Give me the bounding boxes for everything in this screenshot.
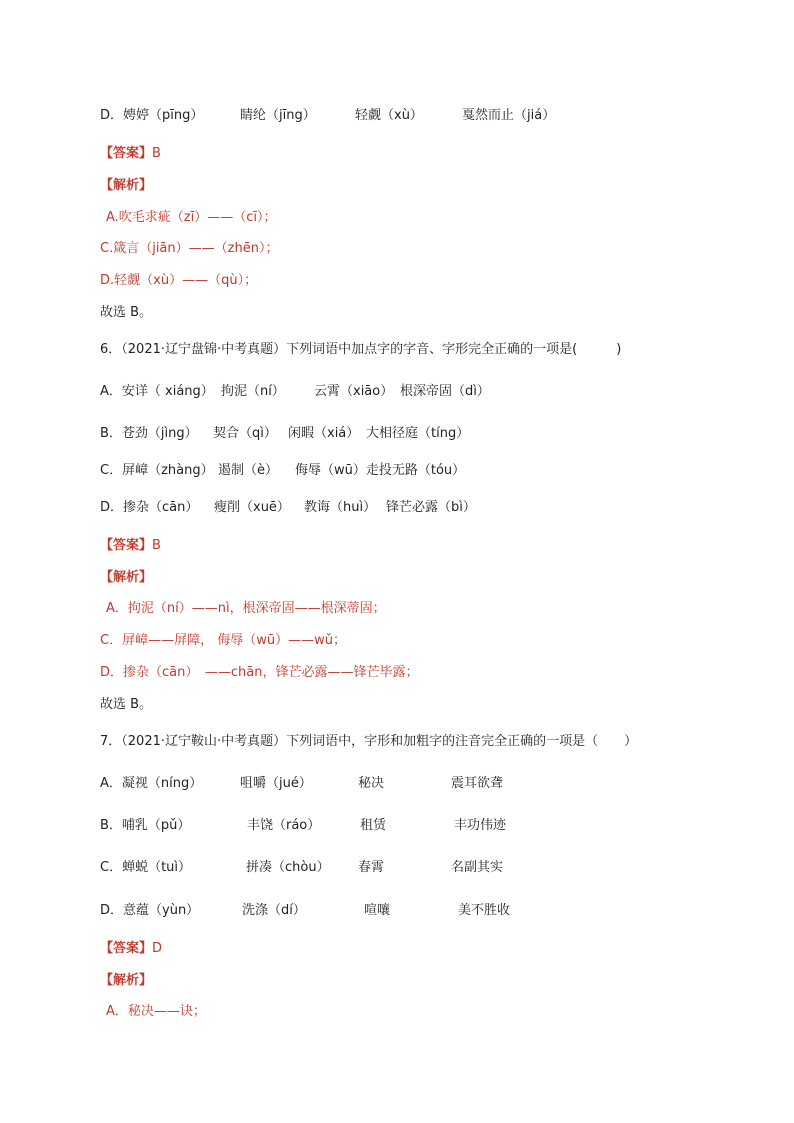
q6-stem: 6．（2021·辽宁盘锦·中考真题）下列词语中加点字的字音、字形完全正确的一项是( )	[100, 342, 622, 357]
q5-option-d-item-2: 睛纶（jīng）	[240, 108, 316, 123]
q7-option-c-item-2: 拼凑（chòu）	[246, 860, 330, 875]
q6-option-c-item-2: 遏制（è）	[218, 463, 278, 478]
q7-option-a-item-2: 咀嚼（jué）	[240, 776, 312, 791]
q7-option-d-item-4: 美不胜收	[458, 903, 511, 918]
q7-option-a-item-1: A．凝视（níng）	[100, 776, 203, 791]
q6-option-b-item-1: B．苍劲（jìng）	[100, 426, 198, 441]
q5-option-d	[100, 107, 700, 125]
q5-option-d-item-1: D．娉婷（pīng）	[100, 108, 204, 123]
q7-option-a-item-4: 震耳欲聋	[451, 776, 504, 791]
q7-option-d	[100, 902, 700, 920]
q7-answer-label: 【答案】	[100, 941, 153, 956]
q5-answer-line	[100, 145, 161, 163]
q7-answer-value: D	[152, 941, 163, 956]
q6-option-b-item-2: 契合（qì）	[213, 426, 277, 441]
q5-analysis-line-2: C.箴言（jiān）——（zhēn）；	[100, 241, 279, 256]
q7-option-b-item-3: 租赁	[360, 818, 387, 833]
q7-stem: 7．（2021·辽宁鞍山·中考真题）下列词语中，字形和加粗字的注音完全正确的一项是（ ）	[100, 734, 638, 749]
q5-option-d-item-4: 戛然而止（jiá）	[462, 108, 556, 123]
q6-option-d-item-2: 瘦削（xuē）	[214, 500, 290, 515]
q7-option-d-item-1: D．意蕴（yùn）	[100, 903, 200, 918]
q5-conclusion: 故选 B。	[100, 305, 153, 320]
q7-option-c-item-3: 春霄	[358, 860, 385, 875]
q7-analysis-line-1: A．秘决——诀；	[106, 1004, 206, 1019]
q5-analysis-label: 【解析】	[100, 178, 153, 193]
q7-option-c-item-1: C．蝉蜕（tuì）	[100, 860, 192, 875]
q6-option-b-item-3: 闲暇（xiá）	[288, 426, 360, 441]
q7-answer-line	[100, 940, 162, 958]
q6-answer-value: B	[152, 538, 161, 553]
q7-option-b-item-4: 丰功伟迹	[454, 818, 507, 833]
q6-option-c-item-3: 侮辱（wū）走投无路（tóu）	[295, 463, 466, 478]
q7-option-d-item-2: 洗涤（dí）	[242, 903, 306, 918]
q6-option-b	[100, 425, 700, 443]
q6-option-d-item-4: 锋芒必露（bì）	[386, 500, 476, 515]
q7-option-b-item-2: 丰饶（ráo）	[247, 818, 321, 833]
q5-analysis-line-3: D.轻觑（xù）——（qù）；	[100, 273, 258, 288]
q6-option-c-item-1: C．屏嶂（zhàng）	[100, 463, 214, 478]
q6-answer-line	[100, 537, 161, 555]
q6-option-d-item-1: D．掺杂（cān）	[100, 500, 199, 515]
q6-analysis-label: 【解析】	[100, 570, 153, 585]
q5-answer-label: 【答案】	[100, 146, 153, 161]
q6-analysis-line-1: A．拘泥（ní）——nì，根深帝固——根深蒂固；	[106, 601, 386, 616]
q7-option-c-item-4: 名副其实	[451, 860, 504, 875]
q7-option-b-item-1: B．哺乳（pǔ）	[100, 818, 191, 833]
q6-option-a-item-1: A．安详（ xiáng）	[100, 384, 214, 399]
q7-option-a	[100, 775, 700, 793]
q6-option-a	[100, 383, 700, 401]
q7-option-d-item-3: 喧嚷	[364, 903, 391, 918]
q6-answer-label: 【答案】	[100, 538, 153, 553]
q5-option-d-item-3: 轻觑（xù）	[355, 108, 423, 123]
q6-analysis-line-2: C．屏嶂——屏障， 侮辱（wū）——wǔ；	[100, 633, 346, 648]
q5-answer-value: B	[152, 146, 161, 161]
q7-option-c	[100, 859, 700, 877]
q5-analysis-line-1: A.吹毛求疵（zī）——（cī）；	[106, 210, 277, 225]
q6-conclusion: 故选 B。	[100, 697, 153, 712]
q7-option-b	[100, 817, 700, 835]
q6-analysis-line-3: D．掺杂（cān） ——chān，锋芒必露——锋芒毕露；	[100, 665, 419, 680]
q6-option-d	[100, 499, 700, 517]
q7-option-a-item-3: 秘决	[358, 776, 385, 791]
q6-option-a-item-2: 拘泥（ní）	[221, 384, 285, 399]
q6-option-c	[100, 462, 700, 480]
q7-analysis-label: 【解析】	[100, 973, 153, 988]
q6-option-d-item-3: 教诲（huì）	[304, 500, 377, 515]
q6-option-b-item-4: 大相径庭（tíng）	[366, 426, 470, 441]
q6-option-a-item-4: 根深帝固（dì）	[400, 384, 490, 399]
q6-option-a-item-3: 云霄（xiāo）	[314, 384, 394, 399]
